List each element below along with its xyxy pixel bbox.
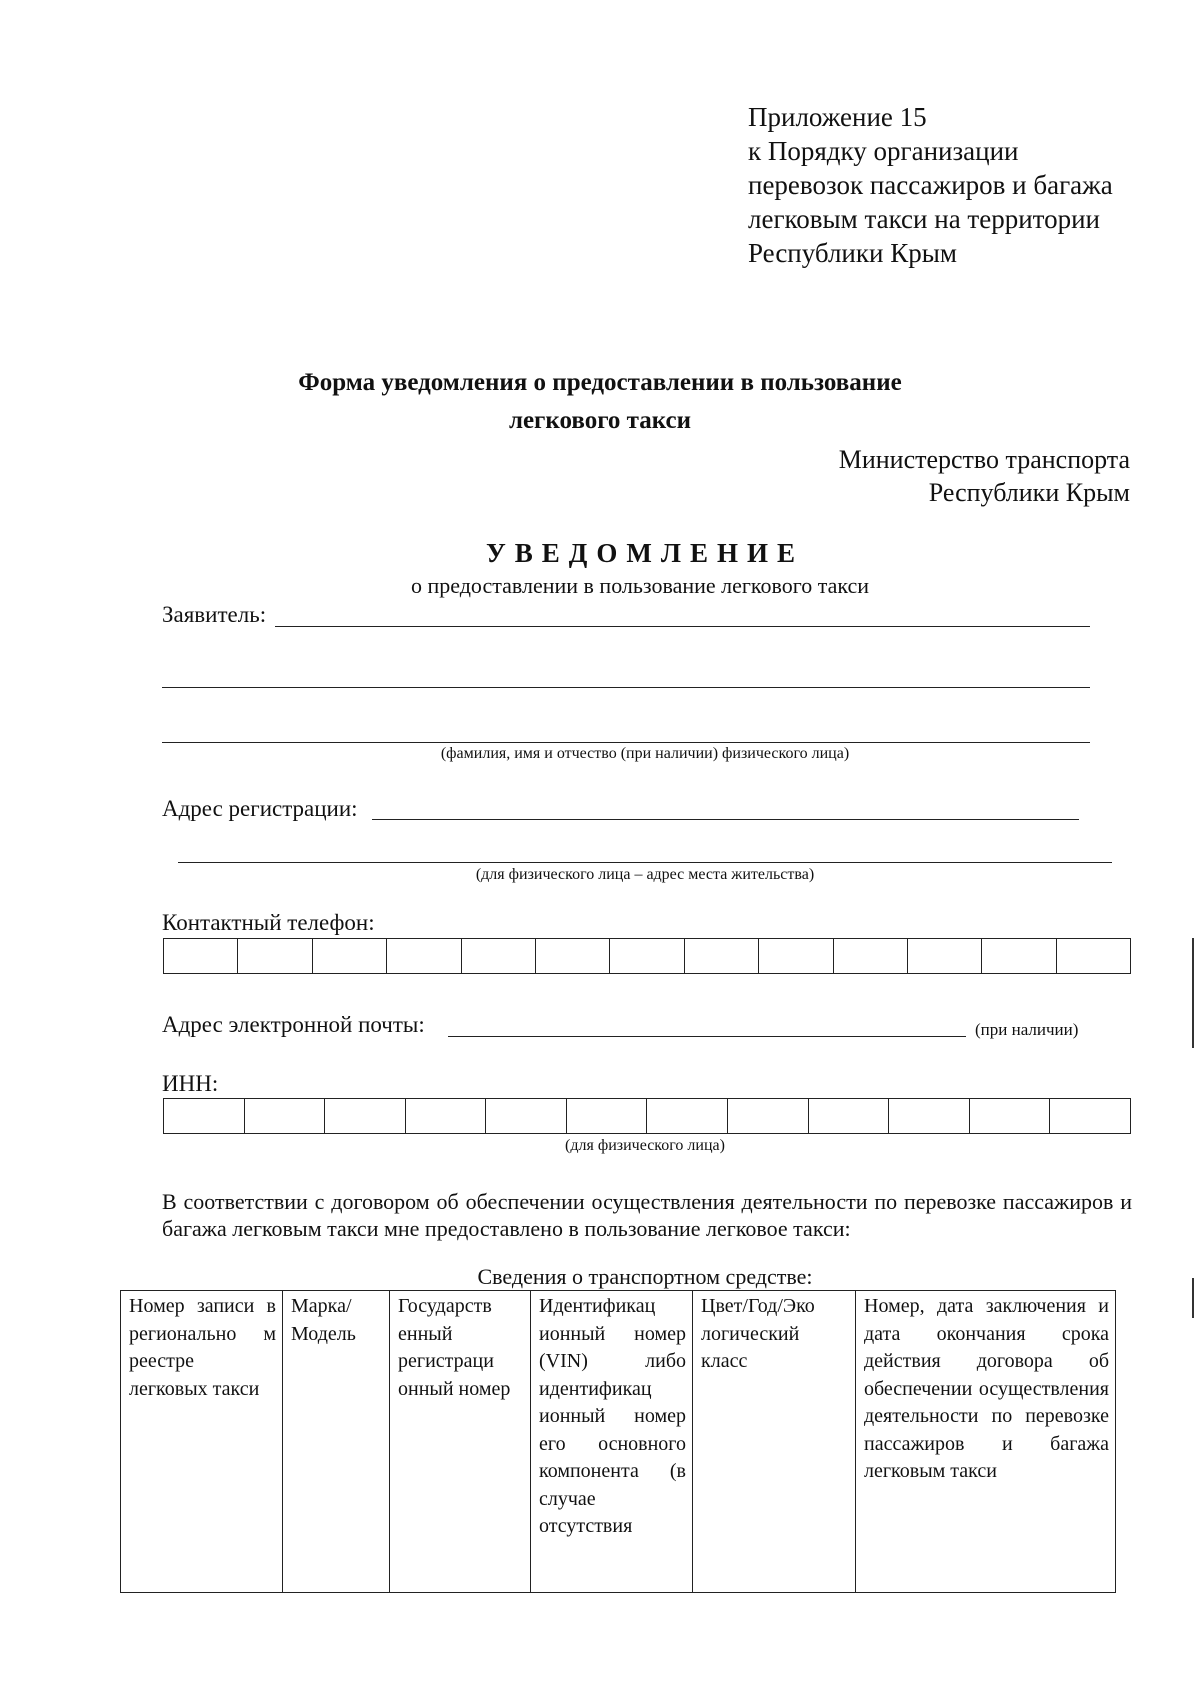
phone-digit-cells[interactable] [163,938,1131,974]
phone-digit-cell[interactable] [759,939,833,973]
document-subtitle: о предоставлении в пользование легкового такси [410,573,870,598]
inn-hint: (для физического лица) [565,1137,725,1154]
header-make-model: Марка/ Модель [291,1295,356,1345]
inn-label: ИНН: [162,1071,219,1096]
vehicle-table-header-cell [856,1291,1116,1593]
vehicle-table-header-cell [693,1291,856,1593]
addressee-line: Министерство транспорта [838,445,1130,474]
inn-digit-cell[interactable] [567,1099,648,1133]
inn-digit-cell[interactable] [647,1099,728,1133]
applicant-field-line-2[interactable] [162,687,1090,688]
form-title [0,364,1200,440]
appendix-line: к Порядку организации [748,136,1019,166]
phone-digit-cell[interactable] [1057,939,1130,973]
vehicle-table-header-cell [390,1291,531,1593]
phone-digit-cell[interactable] [387,939,461,973]
appendix-line: Приложение 15 [748,102,927,132]
header-registration-number: Государств енный регистраци онный номер [398,1295,511,1400]
inn-digit-cell[interactable] [486,1099,567,1133]
vehicle-caption: Сведения о транспортном средстве: [477,1264,813,1289]
form-title-line: Форма уведомления о предоставлении в пользование [298,369,902,396]
inn-digit-cell[interactable] [325,1099,406,1133]
vehicle-table [120,1290,1116,1593]
header-color-year-class: Цвет/Год/Эко логический класс [701,1295,815,1372]
scan-edge-mark [1192,1278,1194,1318]
inn-digit-cell[interactable] [406,1099,487,1133]
phone-digit-cell[interactable] [164,939,238,973]
appendix-line: перевозок пассажиров и багажа [748,170,1113,200]
vehicle-table-header-cell [121,1291,283,1593]
phone-digit-cell[interactable] [313,939,387,973]
applicant-label: Заявитель: [162,602,267,627]
header-record-number: Номер записи в регионально м реестре легковых такси [129,1295,276,1400]
vehicle-table-header-cell [531,1291,693,1593]
statement-paragraph: В соответствии с договором об обеспечении осуществления деятельности по перевозке пассажиров и багажа легковым такси мне предоставлено в пользование легковое такси: [162,1189,1132,1241]
phone-digit-cell[interactable] [908,939,982,973]
addressee [839,443,1130,509]
phone-digit-cell[interactable] [982,939,1056,973]
inn-digit-cells[interactable] [163,1098,1131,1134]
phone-digit-cell[interactable] [610,939,684,973]
scan-edge-mark [1192,938,1194,1048]
email-note: (при наличии) [975,1020,1079,1039]
address-hint: (для физического лица – адрес места жительства) [475,866,815,883]
inn-digit-cell[interactable] [728,1099,809,1133]
phone-digit-cell[interactable] [834,939,908,973]
address-field-line-2[interactable] [178,862,1112,863]
header-contract-info: Номер, дата заключения и дата окончания срока действия договора об обеспечении осуществления деятельности по перевозке пассажиров и багажа легковым такси [864,1295,1109,1482]
phone-digit-cell[interactable] [536,939,610,973]
email-label: Адрес электронной почты: [162,1012,425,1037]
addressee-line: Республики Крым [928,478,1130,507]
phone-label: Контактный телефон: [162,910,375,935]
inn-digit-cell[interactable] [1050,1099,1130,1133]
inn-digit-cell[interactable] [889,1099,970,1133]
appendix-line: Республики Крым [748,238,957,268]
inn-digit-cell[interactable] [164,1099,245,1133]
vehicle-table-header-cell [283,1291,390,1593]
appendix-reference [748,100,1113,270]
address-label: Адрес регистрации: [162,796,358,821]
phone-digit-cell[interactable] [685,939,759,973]
inn-digit-cell[interactable] [245,1099,326,1133]
vehicle-table-header-row [121,1291,1116,1593]
applicant-hint: (фамилия, имя и отчество (при наличии) физического лица) [440,745,850,762]
applicant-field-line-1[interactable] [275,626,1090,627]
header-vin: Идентификац ионный номер (VIN) либо идентификац ионный номер его основного компонента (в случае отсутствия [539,1295,686,1537]
form-title-line: легкового такси [508,407,692,434]
phone-digit-cell[interactable] [238,939,312,973]
address-field-line-1[interactable] [372,819,1079,820]
document-title: УВЕДОМЛЕНИЕ [485,538,805,568]
appendix-line: легковым такси на территории [748,204,1101,234]
inn-digit-cell[interactable] [970,1099,1051,1133]
applicant-field-line-3[interactable] [162,742,1090,743]
phone-digit-cell[interactable] [462,939,536,973]
inn-digit-cell[interactable] [809,1099,890,1133]
email-field-line[interactable] [448,1036,966,1037]
